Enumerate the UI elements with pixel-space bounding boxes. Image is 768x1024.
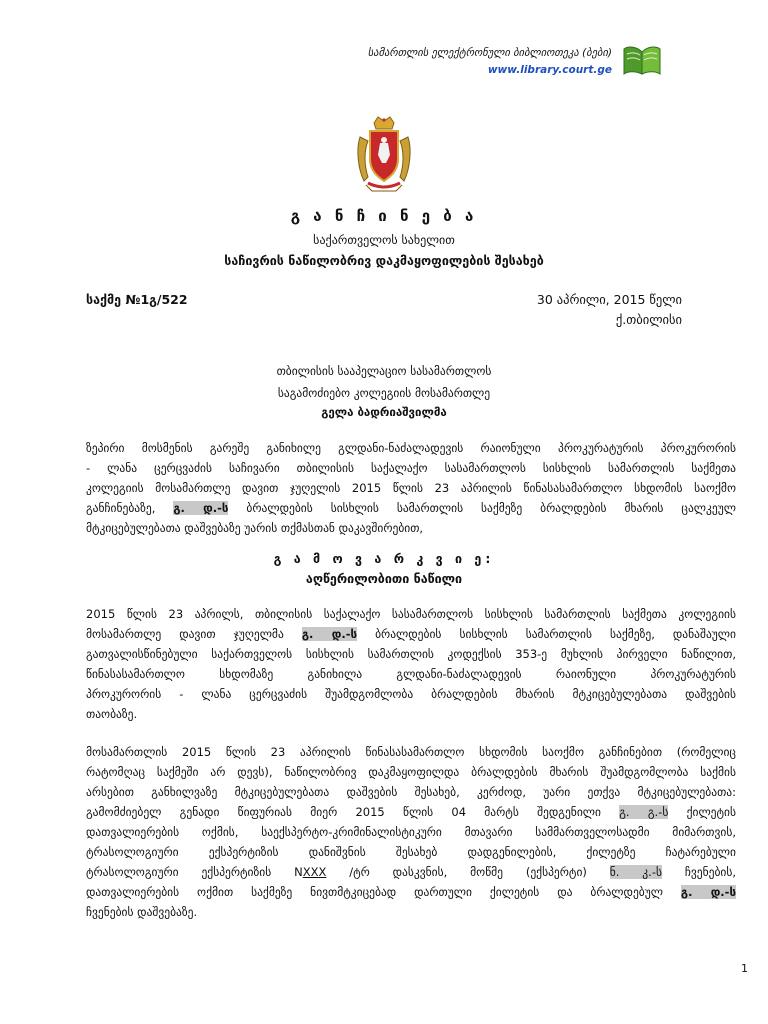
text-line [86, 518, 736, 538]
library-name: სამართლის ელექტრონული ბიბლიოთეკა (ბები) [367, 47, 612, 59]
text-span: - ლანა ცერცვაძის საჩივარი თბილისის საქალაქო სასამართლოს სისხლის სამართლის საქმეთა [86, 461, 736, 475]
text-span: 2015 წლის 23 აპრილს, თბილისის საქალაქო სასამართლოს სისხლის სამართლის საქმეთა კოლეგიის [86, 607, 736, 621]
document-date: 30 აპრილი, 2015 წელი [536, 292, 682, 307]
text-span: ქილეტის [686, 805, 737, 819]
text-span: მოსამართლის 2015 წლის 23 აპრილის წინასასამართლო სხდომის საოქმო განჩინებით (რომელიც [86, 745, 736, 759]
text-line [86, 478, 736, 498]
document-subtitle: საქართველოს სახელით [313, 233, 455, 247]
intro-paragraph [86, 438, 736, 538]
text-line [86, 782, 736, 802]
text-line [86, 704, 736, 724]
text-span: ზეპირი მოსმენის გარეშე განიხილე გლდანი-ნაძალადევის რაიონული პროკურატურის პროკურორის [86, 441, 736, 455]
redacted-name: გ. დ.-ს [680, 885, 736, 899]
redacted-name: გ. გ.-ს [619, 805, 669, 819]
text-line [86, 604, 736, 624]
open-book-icon [622, 44, 662, 78]
text-line [86, 742, 736, 762]
judge-name: გელა ბადრიაშვილმა [321, 405, 447, 419]
text-line [86, 762, 736, 782]
text-span: ბრალდების სისხლის სამართლის საქმეზე ბრალდების მხარის ცალკეულ [246, 501, 737, 515]
descriptive-paragraph-1 [86, 604, 736, 724]
document-subject: საჩივრის ნაწილობრივ დაკმაყოფილების შესახებ [224, 253, 544, 268]
text-line [86, 802, 736, 822]
text-span: გამომძიებელ გენადი წიფურიას მიერ 2015 წლის 04 მარტს შედგენილი [86, 805, 601, 819]
text-span: წინასასამართლო სხდომაზე განიხილა გლდანი-ნაძალადევის რაიონული პროკურატურის [86, 667, 736, 681]
text-span: ბრალდების სისხლის სამართლის საქმეზე, დანაშაული [375, 627, 736, 641]
text-line [86, 644, 736, 664]
redacted-name: ნ. კ.-ს [609, 865, 662, 879]
text-span: გათვალისწინებული საქართველოს სისხლის სამართლის კოდექსის 353-ე მუხლის პირველი ნაწილით, [86, 647, 736, 661]
text-span: მოსამართლე დავით ჯუღელმა [86, 627, 284, 641]
text-line [86, 842, 736, 862]
text-line [86, 882, 736, 902]
coat-of-arms-icon [352, 115, 416, 195]
descriptive-paragraph-2 [86, 742, 736, 922]
court-collegium: საგამოძიებო კოლეგიის მოსამართლე [277, 386, 491, 400]
text-span: პროკურორის - ლანა ცერცვაძის შუამდგომლობა ბრალდების მხარის მტკიცებულებათა დაშვების [86, 687, 736, 701]
document-city: ქ.თბილისი [615, 312, 682, 327]
text-span: ჩვენების დაშვებაზე. [86, 905, 198, 919]
text-span: ჩვენების, [684, 865, 737, 879]
document-title: გ ა ნ ჩ ი ნ ე ბ ა [290, 207, 478, 225]
library-url-link[interactable]: www.library.court.ge [487, 64, 612, 76]
text-line [86, 862, 736, 882]
text-span: ტრასოლოგიური ექსპერტიზის დანიშვნის შესახებ დადგენილების, ქილეტზე ჩატარებული [86, 845, 736, 859]
text-span: რატომღაც საქმეში არ დევს), ნაწილობრივ დაკმაყოფილდა ბრალდების მხარის შუამდგომლობა საქმის [86, 765, 736, 779]
redacted-name: გ. დ.-ს [301, 627, 358, 641]
text-span: მტკიცებულებათა დაშვებაზე უარის თქმასთან დაკავშირებით, [86, 521, 424, 535]
text-span: განჩინებაზე, [86, 501, 156, 515]
text-line [86, 498, 736, 518]
text-line [86, 624, 736, 644]
text-span: /ტრ დასკვნის, მოწმე (ექსპერტი) [349, 865, 587, 879]
court-name: თბილისის სააპელაციო სასამართლოს [276, 364, 492, 378]
text-line [86, 458, 736, 478]
text-line [86, 902, 736, 922]
text-span: არსებით განხილვაზე მტკიცებულებათა დაშვების შესახებ, კერძოდ, უარი ეთქვა მტკიცებულებათა: [86, 785, 736, 799]
case-number: საქმე №1გ/522 [86, 292, 188, 307]
section-title: გ ა მ ო ვ ა რ კ ვ ი ე: [273, 551, 495, 566]
text-span: დათვალიერების ოქმით საქმეზე ნივთმტკიცებად დართული ქილეტის და ბრალდებულ [86, 885, 663, 899]
text-span: XXX [302, 865, 327, 879]
section-subtitle: აღწერილობითი ნაწილი [305, 571, 463, 586]
text-line [86, 684, 736, 704]
text-span: დათვალიერების ოქმის, საექსპერტო-კრიმინალისტიკური მთავარი სამმართველოსადმი მიმართვის, [86, 825, 736, 839]
text-line [86, 664, 736, 684]
text-line [86, 822, 736, 842]
redacted-name: გ. დ.-ს [173, 501, 229, 515]
page-number: 1 [741, 962, 748, 975]
text-span: კოლეგიის მოსამართლე დავით ჯუღელის 2015 წლის 23 აპრილის წინასასამართლო სხდომის საოქმო [86, 481, 736, 495]
text-span: ტრასოლოგიური ექსპერტიზის N [86, 865, 303, 879]
text-line [86, 438, 736, 458]
text-span: თაობაზე. [86, 707, 138, 721]
